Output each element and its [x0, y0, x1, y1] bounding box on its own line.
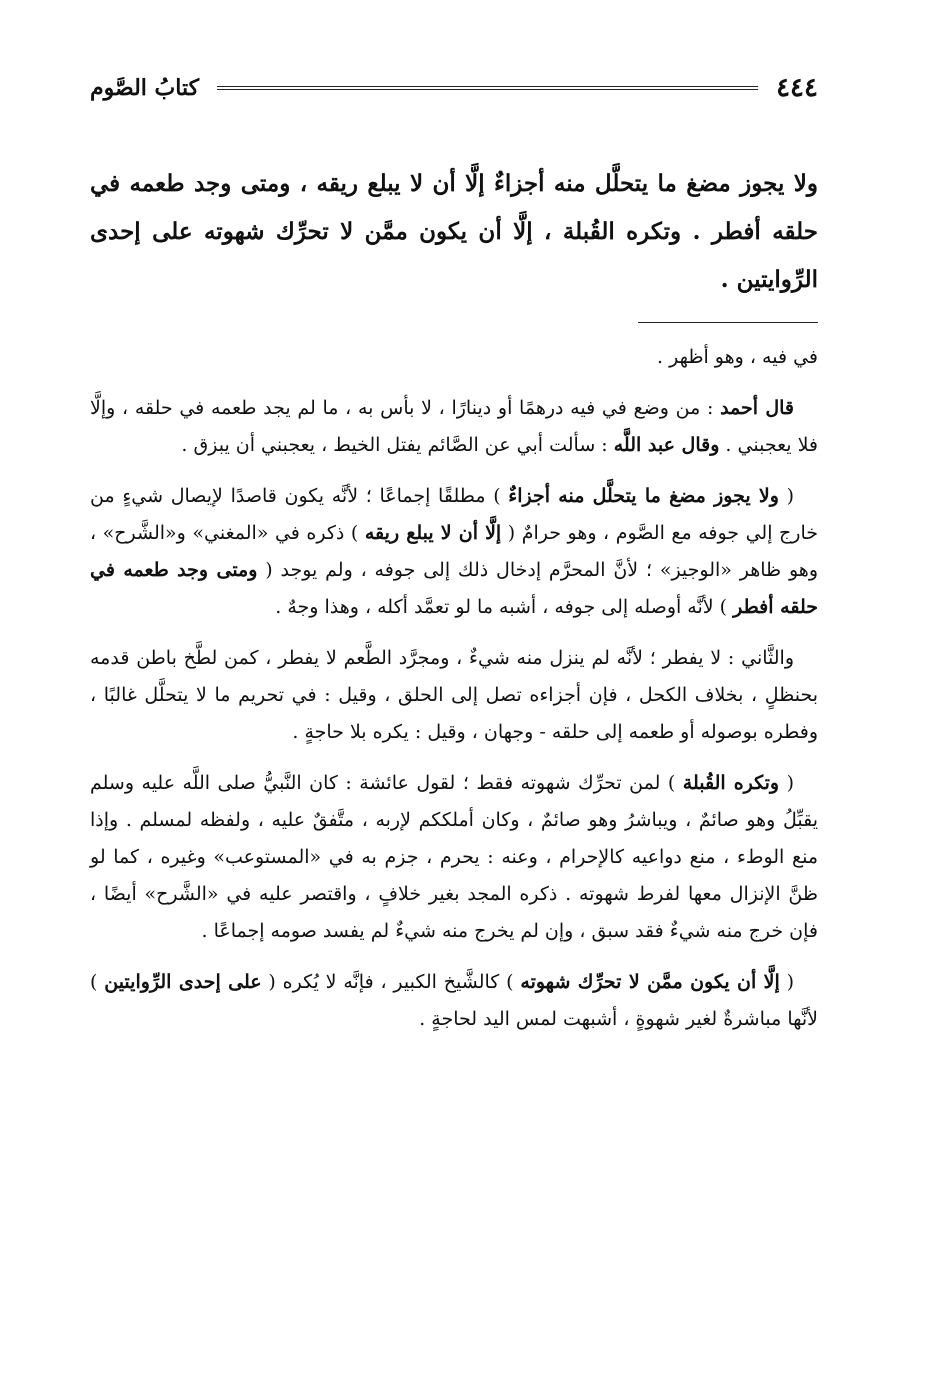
- main-text: ولا يجوز مضغ ما يتحلَّل منه أجزاءٌ إلَّا أن لا يبلع ريقه ، ومتى وجد طعمه في حلقه أفطر . وتكره القُبلة ، إلَّا أن يكون ممَّن لا تحرِّك شهوته على إحدى الرِّوايتين .: [90, 170, 818, 293]
- commentary-paragraph: [90, 390, 818, 464]
- text-run: (: [778, 485, 794, 507]
- text-run: في فيه ، وهو أظهر .: [657, 346, 818, 368]
- commentary-paragraph: [90, 478, 818, 626]
- footnote-separator: [638, 322, 818, 323]
- text-run: ) مطلقًا إجماعًا ؛ لأنَّه يكون قاصدًا لإيصال شيءٍ من خارج إلي جوفه مع الصَّوم ، وهو حرامٌ (: [90, 485, 818, 544]
- bold-run: ومتى وجد طعمه في حلقه أفطر: [90, 559, 818, 618]
- text-run: : من وضع في فيه درهمًا أو دينارًا ، لا بأس به ، ما لم يجد طعمه في حلقه ، وإلَّا فلا يعجبني .: [90, 397, 818, 456]
- text-run: ) كالشَّيخ الكبير ، فإنَّه لا يُكره (: [261, 971, 521, 993]
- bold-run: ولا يجوز مضغ ما يتحلَّل منه أجزاءٌ: [508, 485, 779, 507]
- bold-run: إلَّا أن لا يبلع ريقه: [364, 522, 502, 544]
- bold-run: إلَّا أن يكون ممَّن لا تحرِّك شهوته: [520, 971, 780, 993]
- page-number: ٤٤٤: [776, 73, 818, 103]
- bold-run: قال أحمد: [720, 397, 794, 419]
- running-title: كتابُ الصَّوم: [90, 75, 200, 101]
- text-run: ) لمن تحرِّك شهوته فقط ؛ لقول عائشة : كان النَّبيُّ صلى اللَّه عليه وسلم يقبِّلُ وهو صائمٌ ، ويباشرُ وهو صائمٌ ، وكان أملككم لإربه ، متَّفقٌ عليه ، ولفظه لمسلم . وإذا منع الوطء ، منع دواعيه كالإحرام ، وعنه : يحرم ، جزم به في «المستوعب» وغيره ، كما لو ظنَّ الإنزال معها لفرط شهوته . ذكره المجد بغير خلافٍ ، واقتصر عليه في «الشَّرح» أيضًا ، فإن خرج منه شيءٌ فقد سبق ، وإن لم يخرج منه شيءٌ لم يفسد صومه إجماعًا .: [90, 772, 818, 942]
- commentary-paragraph: [90, 339, 818, 376]
- text-run: (: [779, 772, 794, 794]
- text-run: ) لأنَّها مباشرةٌ لغير شهوةٍ ، أشبهت لمس اليد لحاجةٍ .: [90, 971, 818, 1030]
- commentary-paragraph: [90, 640, 818, 751]
- text-run: : سألت أبي عن الصَّائم يفتل الخيط ، يعجبني أن يبزق .: [181, 434, 614, 456]
- commentary: [90, 339, 818, 1038]
- commentary-paragraph: [90, 765, 818, 950]
- bold-run: على إحدى الرِّوايتين: [104, 971, 262, 993]
- text-run: ) لأنَّه أوصله إلى جوفه ، أشبه ما لو تعمَّد أكله ، وهذا وجهٌ .: [275, 596, 734, 618]
- bold-run: وتكره القُبلة: [682, 772, 780, 794]
- header-rule: [217, 86, 758, 90]
- commentary-paragraph: [90, 964, 818, 1038]
- page-header: [90, 60, 818, 116]
- text-run: ) ذكره في «المغني» و«الشَّرح» ، وهو ظاهر «الوجيز» ؛ لأنَّ المحرَّم إدخال ذلك إلى جوفه ، ولم يوجد (: [90, 522, 818, 581]
- book-page: [90, 60, 818, 1052]
- text-run: والثَّاني : لا يفطر ؛ لأنَّه لم ينزل منه شيءٌ ، ومجرَّد الطَّعم لا يفطر ، كمن لطَّخ باطن قدمه بحنظلٍ ، بخلاف الكحل ، فإن أجزاءه تصل إلى الحلق ، وقيل : في تحريم ما لا يتحلَّل غالبًا ، وفطره بوصوله أو طعمه إلى حلقه - وجهان ، وقيل : يكره بلا حاجةٍ .: [90, 647, 818, 743]
- bold-run: وقال عبد اللَّه: [613, 434, 720, 456]
- text-run: (: [779, 971, 795, 993]
